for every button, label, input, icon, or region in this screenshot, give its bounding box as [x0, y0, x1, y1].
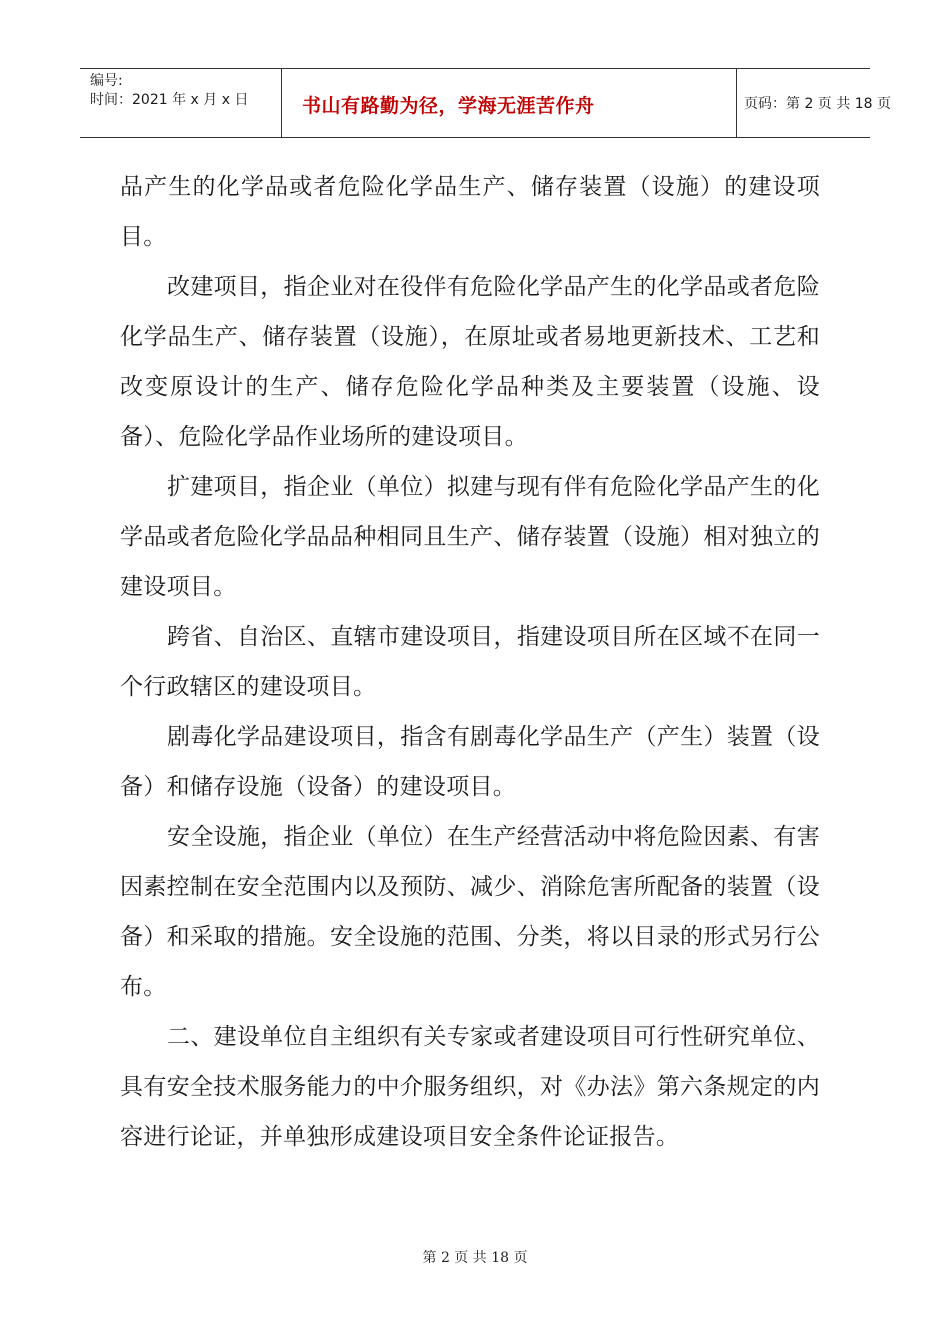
- paragraph: 改建项目，指企业对在役伴有危险化学品产生的化学品或者危险化学品生产、储存装置（设施），在原址或者易地更新技术、工艺和改变原设计的生产、储存危险化学品种类及主要装置（设施、设备）、危险化学品作业场所的建设项目。: [120, 274, 820, 450]
- header-page-info: 页码：第 2 页 共 18 页: [744, 96, 891, 112]
- paragraph: 二、建设单位自主组织有关专家或者建设项目可行性研究单位、具有安全技术服务能力的中介服务组织，对《办法》第六条规定的内容进行论证，并单独形成建设项目安全条件论证报告。: [120, 1024, 820, 1150]
- paragraph: 品产生的化学品或者危险化学品生产、储存装置（设施）的建设项目。: [120, 174, 820, 250]
- paragraph: 跨省、自治区、直辖市建设项目，指建设项目所在区域不在同一个行政辖区的建设项目。: [120, 624, 820, 700]
- paragraph: 安全设施，指企业（单位）在生产经营活动中将危险因素、有害因素控制在安全范围内以及预防、减少、消除危害所配备的装置（设备）和采取的措施。安全设施的范围、分类，将以目录的形式另行公布。: [120, 824, 820, 1000]
- paragraph: 扩建项目，指企业（单位）拟建与现有伴有危险化学品产生的化学品或者危险化学品品种相同且生产、储存装置（设施）相对独立的建设项目。: [120, 474, 820, 600]
- document-number-label: 编号:: [90, 73, 123, 89]
- header-motto-cell: [281, 69, 737, 137]
- header-page-cell: [736, 69, 891, 137]
- document-header: [80, 68, 891, 138]
- document-body: [120, 162, 820, 1162]
- document-date-label: 时间：2021 年 x 月 x 日: [90, 92, 249, 108]
- header-meta-cell: [80, 69, 281, 137]
- header-motto: 书山有路勤为径，学海无涯苦作舟: [302, 95, 595, 117]
- paragraph: 剧毒化学品建设项目，指含有剧毒化学品生产（产生）装置（设备）和储存设施（设备）的建设项目。: [120, 724, 820, 800]
- page-footer: 第 2 页 共 18 页: [422, 1250, 528, 1266]
